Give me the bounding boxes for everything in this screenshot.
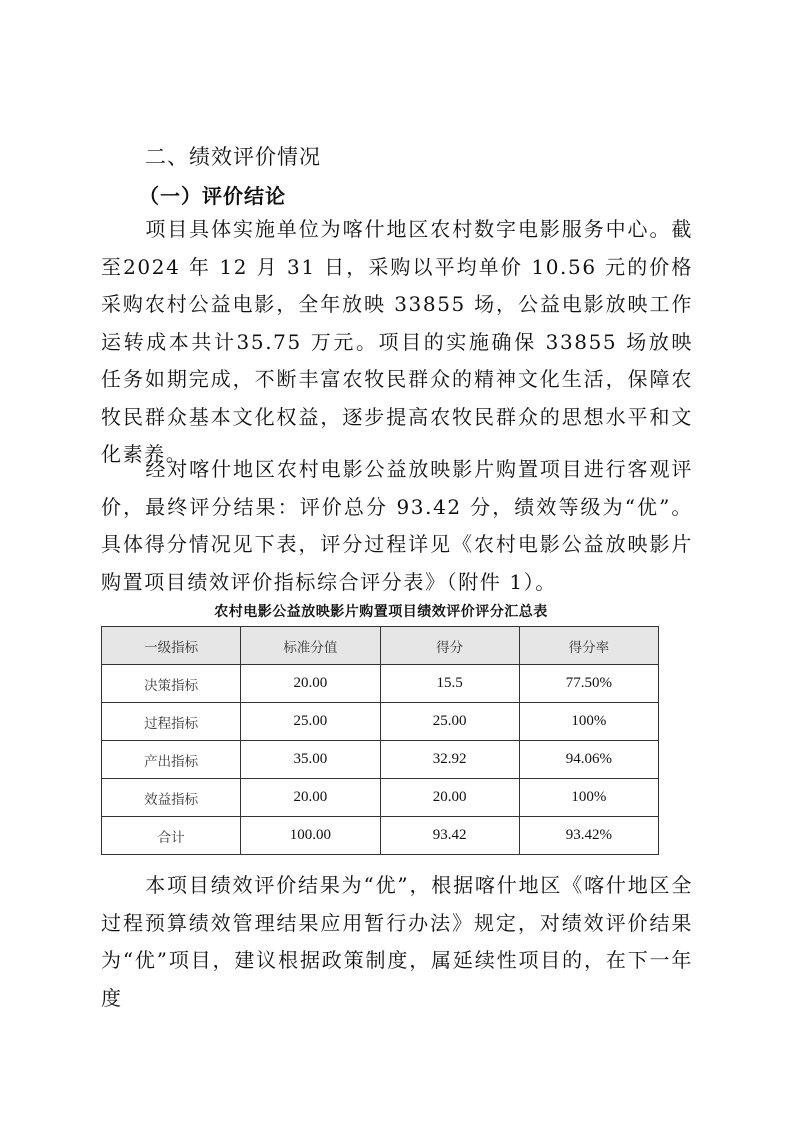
table-row-total bbox=[102, 817, 659, 855]
cell-score-rate: 93.42% bbox=[519, 817, 658, 855]
cell-score-rate: 77.50% bbox=[519, 665, 658, 703]
cell-score-rate: 100% bbox=[519, 779, 658, 817]
cell-standard-score: 35.00 bbox=[241, 741, 380, 779]
cell-indicator: 决策指标 bbox=[102, 665, 241, 703]
cell-standard-score: 100.00 bbox=[241, 817, 380, 855]
table-row bbox=[102, 779, 659, 817]
table-header-row bbox=[102, 627, 659, 665]
paragraph-result-application bbox=[101, 867, 693, 1017]
cell-score: 20.00 bbox=[380, 779, 519, 817]
subsection-heading: （一）评价结论 bbox=[139, 184, 286, 208]
table-row bbox=[102, 741, 659, 779]
cell-indicator: 产出指标 bbox=[102, 741, 241, 779]
cell-score: 25.00 bbox=[380, 703, 519, 741]
table-row bbox=[102, 665, 659, 703]
cell-score-rate: 94.06% bbox=[519, 741, 658, 779]
table-row bbox=[102, 703, 659, 741]
paragraph-text: 项目具体实施单位为喀什地区农村数字电影服务中心。截至2024 年 12 月 31 日，采购以平均单价 10.56 元的价格采购农村公益电影，全年放映 33855 场，公益电影放映工作运转成本共计35.75 万元。项目的实施确保 33855 场放映任务如期完成，不断丰富农牧民群众的精神文化生活，保障农牧民群众基本文化权益，逐步提高农牧民群众的思想水平和文化素养。 bbox=[101, 217, 693, 466]
header-score: 得分 bbox=[380, 627, 519, 665]
table-caption: 农村电影公益放映影片购置项目绩效评价评分汇总表 bbox=[214, 604, 548, 620]
header-indicator: 一级指标 bbox=[102, 627, 241, 665]
cell-indicator: 过程指标 bbox=[102, 703, 241, 741]
cell-score-rate: 100% bbox=[519, 703, 658, 741]
paragraph-text: 本项目绩效评价结果为“优”，根据喀什地区《喀什地区全过程预算绩效管理结果应用暂行办法》规定，对绩效评价结果为“优”项目，建议根据政策制度，属延续性项目的，在下一年度 bbox=[101, 873, 693, 1010]
section-heading: 二、绩效评价情况 bbox=[145, 145, 321, 169]
cell-score: 32.92 bbox=[380, 741, 519, 779]
header-score-rate: 得分率 bbox=[519, 627, 658, 665]
cell-score: 93.42 bbox=[380, 817, 519, 855]
paragraph-text: 经对喀什地区农村电影公益放映影片购置项目进行客观评价，最终评分结果：评价总分 93.42 分，绩效等级为“优”。具体得分情况见下表，评分过程详见《农村电影公益放映影片购置项目绩效评价指标综合评分表》（附件 1）。 bbox=[101, 457, 693, 594]
header-standard-score: 标准分值 bbox=[241, 627, 380, 665]
score-summary-table bbox=[101, 626, 659, 855]
cell-standard-score: 20.00 bbox=[241, 779, 380, 817]
cell-score: 15.5 bbox=[380, 665, 519, 703]
cell-indicator: 合计 bbox=[102, 817, 241, 855]
cell-standard-score: 25.00 bbox=[241, 703, 380, 741]
paragraph-implementation bbox=[101, 211, 693, 474]
cell-standard-score: 20.00 bbox=[241, 665, 380, 703]
paragraph-evaluation-result bbox=[101, 451, 693, 601]
cell-indicator: 效益指标 bbox=[102, 779, 241, 817]
